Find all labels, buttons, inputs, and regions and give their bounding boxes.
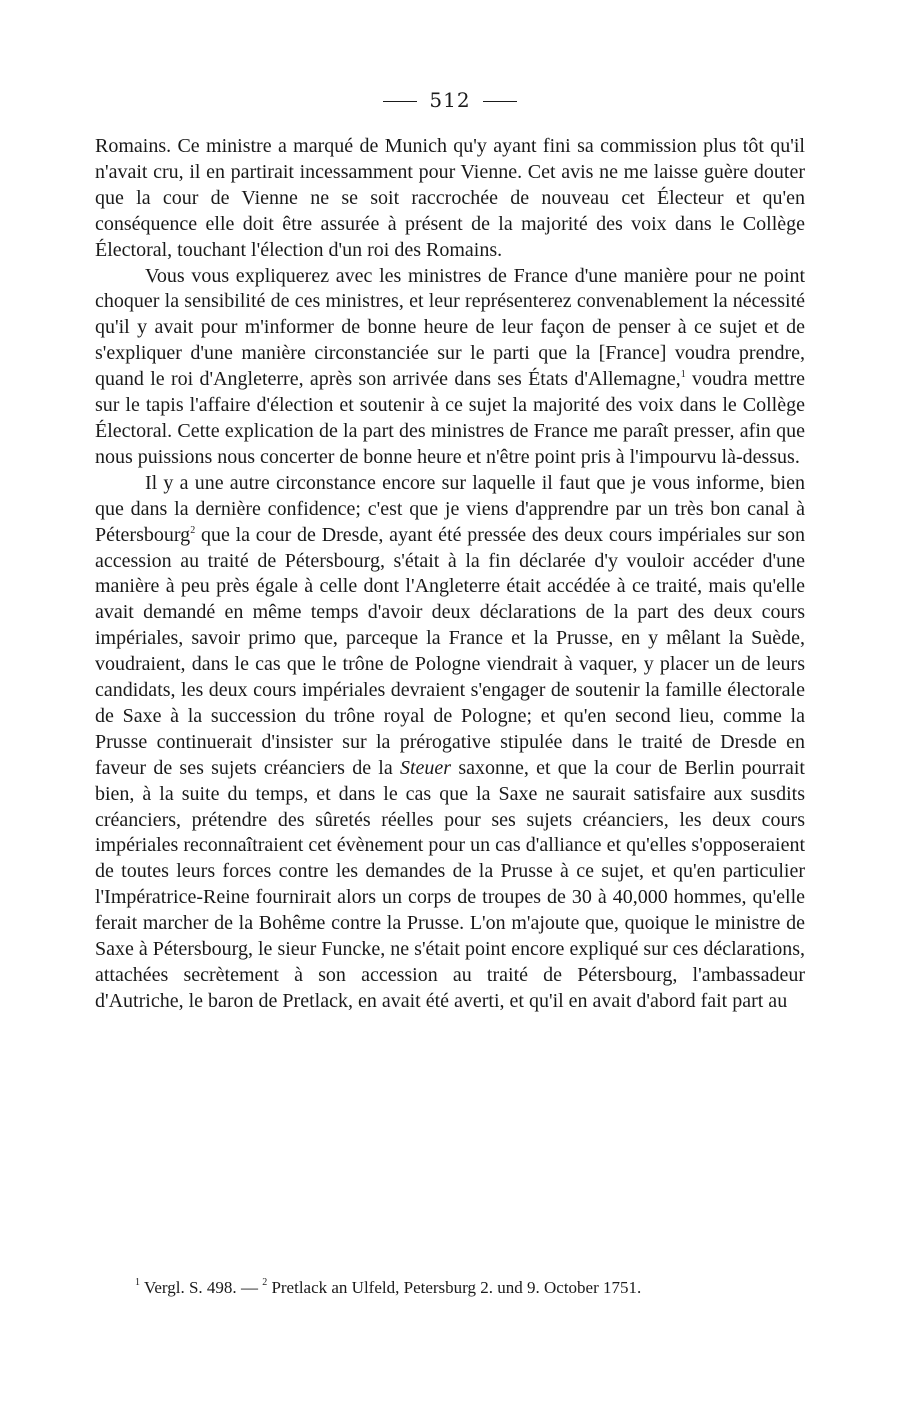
paragraph-3-part-c: saxonne, et que la cour de Berlin pourrait bien, à la suite du temps, et dans le cas que la Saxe ne saurait satisfaire aux susdits créanciers, prétendre des sûretés réelles pour ses sujets créanciers, les deux cours impériales reconnaîtraient cet évènement pour un cas d'alliance et qu'elles s'opposeraient de toutes leurs forces contre les demandes de la Prusse à ce sujet, et qu'en particulier l'Impératrice-Reine fournirait alors un corps de troupes de 30 à 40,000 hommes, qu'elle ferait marcher de la Bohême contre la Prusse. L'on m'ajoute que, quoique le ministre de Saxe à Pétersbourg, le sieur Funcke, ne s'était point encore expliqué sur ces déclarations, attachées secrètement à son accession au traité de Pétersbourg, l'ambassadeur d'Autriche, le baron de Pretlack, en avait été averti, et qu'il en avait d'abord fait part au (95, 756, 805, 1012)
italic-term: Steuer (399, 756, 452, 779)
footnote-2-text: Pretlack an Ulfeld, Petersburg 2. und 9. October 1751. (271, 1278, 642, 1297)
paragraph-3-part-b: que la cour de Dresde, ayant été pressée des deux cours impériales sur son accession au traité de Pétersbourg, s'était à la fin déclarée d'y vouloir accéder d'une manière à peu près égale à celle dont l'Angleterre était accédée à ce traité, mais qu'elle avait demandé en même temps d'avoir deux déclarations de la part des deux cours impériales, savoir primo que, parceque la France et la Prusse, en y mêlant la Suède, voudraient, dans le cas que le trône de Pologne viendrait à vaquer, y placer un de leurs candidats, les deux cours impériales devraient s'engager de soutenir la famille électorale de Saxe à la succession du trône royal de Pologne; et qu'en second lieu, comme la Prusse continuerait d'insister sur la prérogative stipulée dans le traité de Dresde en faveur de ses sujets créanciers de la (95, 523, 805, 779)
paragraph-1: Romains. Ce ministre a marqué de Munich qu'y ayant fini sa commission plus tôt qu'il n'avait cru, il en partirait incessamment pour Vienne. Cet avis ne me laisse guère douter que la cour de Vienne ne se soit raccrochée de nouveau cet Électeur et qu'en conséquence elle doit être assurée à présent de la majorité des voix dans le Collège Électoral, touchant l'élection d'un roi des Romains. (95, 135, 805, 261)
footnote-1-text: Vergl. S. 498. (143, 1278, 237, 1297)
paragraph-2 (95, 264, 805, 471)
paragraph-2-part-b: voudra mettre sur le tapis l'affaire d'élection et soutenir à ce sujet la majorité des voix dans le Collège Électoral. Cette explication de la part des ministres de France me paraît presser, afin que nous puissions nous concerter de bonne heure et n'être point pris à l'impourvu là-dessus. (95, 368, 805, 468)
paragraph-3 (95, 471, 805, 1015)
footnote-separator: — (240, 1278, 258, 1297)
paragraph-2-part-a: Vous vous expliquerez avec les ministres de France d'une manière pour ne point choquer la sensibilité de ces ministres, et leur représenterez convenablement la nécessité qu'il y avait pour m'informer de bonne heure de leur façon de penser à ce sujet et de s'expliquer d'une manière circonstanciée sur le parti que la [France] voudra prendre, quand le roi d'Angleterre, après son arrivée dans ses États d'Allemagne, (95, 264, 805, 391)
header-rule-right (483, 101, 517, 102)
footnotes (135, 1276, 805, 1300)
page-header (0, 88, 900, 112)
footnote-ref-1: 1 (680, 369, 686, 381)
footnote-ref-2: 2 (190, 524, 196, 536)
footnote-mark-2: 2 (262, 1277, 268, 1288)
paragraph-3-part-a: Il y a une autre circonstance encore sur laquelle il faut que je vous informe, bien que dans la dernière confidence; c'est que je viens d'apprendre par un très bon canal à Pétersbourg (95, 471, 805, 546)
header-rule-left (383, 101, 417, 102)
body-text (95, 134, 805, 1015)
page-number: 512 (429, 88, 471, 112)
footnote-mark-1: 1 (135, 1277, 140, 1288)
